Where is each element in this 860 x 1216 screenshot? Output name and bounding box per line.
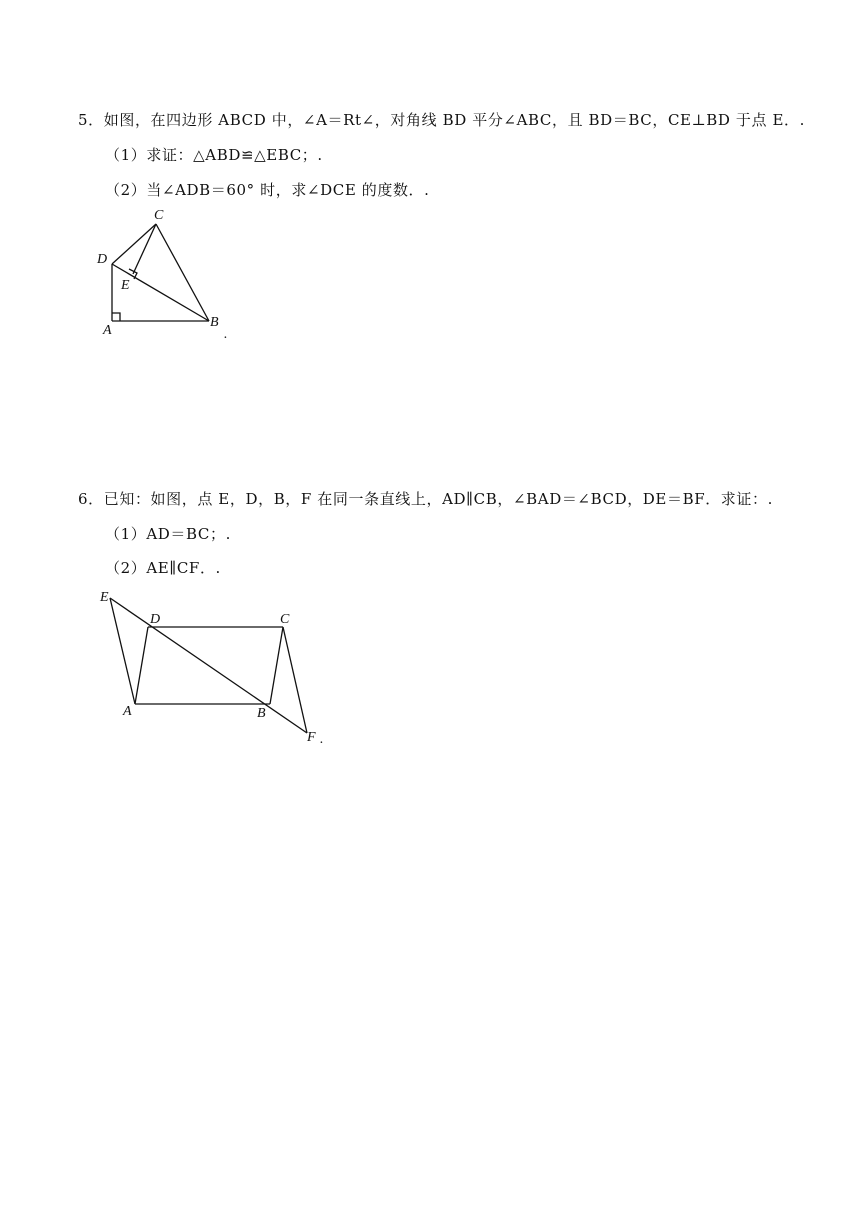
trailing-mark: . [320, 732, 324, 747]
question-6-figure [90, 580, 340, 754]
parallelogram-with-line-diagram [90, 580, 340, 750]
question-5-figure [90, 200, 250, 354]
label-d: D [150, 612, 161, 627]
label-c: C [154, 208, 164, 223]
label-b: B [257, 706, 266, 721]
segment-bc [270, 627, 283, 704]
question-6-part-2: （2）AE∥CF．. [105, 559, 221, 577]
label-e: E [100, 590, 109, 605]
question-6-part-1: （1）AD＝BC；. [105, 525, 231, 543]
label-d: D [97, 252, 108, 267]
question-5-stem: 5．如图，在四边形 ABCD 中，∠A＝Rt∠，对角线 BD 平分∠ABC，且 BD＝BC，CE⊥BD 于点 E．. [78, 111, 806, 129]
label-a: A [123, 704, 132, 719]
segment-cb [156, 224, 209, 321]
question-5-part-1: （1）求证：△ABD≌△EBC；. [105, 146, 323, 164]
question-5-part-2: （2）当∠ADB＝60° 时，求∠DCE 的度数．. [105, 181, 430, 199]
segment-cf [283, 627, 307, 733]
segment-dc [112, 224, 156, 264]
label-b: B [210, 315, 219, 330]
segment-ae [110, 598, 135, 704]
question-6-stem: 6．已知：如图，点 E，D，B，F 在同一条直线上，AD∥CB，∠BAD＝∠BCD，DE＝BF．求证：. [78, 490, 773, 508]
trailing-mark: . [224, 327, 228, 342]
label-c: C [280, 612, 290, 627]
quadrilateral-abcd-diagram [90, 200, 250, 350]
label-e: E [121, 278, 130, 293]
segment-ad [135, 627, 148, 704]
right-angle-mark-a [112, 313, 120, 321]
label-a: A [103, 323, 112, 338]
segment-ef [110, 598, 307, 733]
label-f: F [307, 730, 316, 745]
segment-ce [133, 224, 156, 274]
